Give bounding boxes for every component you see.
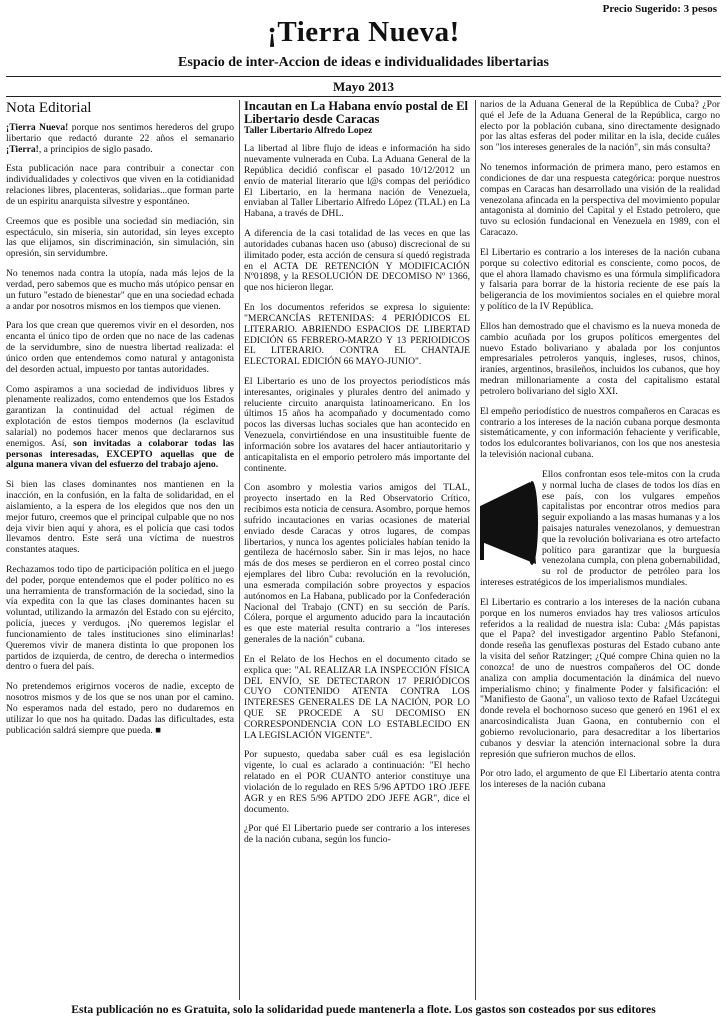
article-paragraph: Con asombro y molestia varios amigos del TLAL, proyecto insertado en la Red Observatorio Crítico, recibimos esta noticia de censura. Asombro, porque hemos sufrido incautaciones en varias ocasiones de material enviado desde Caracas y otros lugares, de compas libertarios, y nunca los agentes policiales habían tenido la gentileza de hacérnoslo saber. Sin ir mas lejos, no hace más de dos meses se perdieron en el correo postal cinco ejemplares del libro Cuba: revolución en la revolución, una esmerada compilación sobre proyectos y espacios autónomos en La Habana, publicado por la Confederación Nacional del Trabajo (CNT) en su sección de París. Cólera, porque el argumento aducido para la incautación es que este material resulta contrario a "los intereses generales de la nación" cubana. — [244, 482, 470, 646]
article-paragraph: Por supuesto, quedaba saber cuál es esa legislación vigente, lo cual es aclarado a continuación: "El hecho relatado en el POR CUANTO anterior constituye una violación de lo regulado en RES 5/96 APTDO 1RO JEFE AGR y en RES 5/96 APTDO 2DO JEFE AGR", dice el documento. — [244, 749, 470, 815]
header-rule-top — [6, 76, 721, 77]
article-author: Taller Libertario Alfredo Lopez — [244, 126, 373, 137]
article-paragraph: El empeño periodístico de nuestros compañeros en Caracas es contrario a los intereses de la nación cubana porque desmonta sistemáticamente, y con información fehaciente y verificable, todos los edulcorantes bolivarianos, con los que nos anestesia la televisión nacional cubana. — [480, 405, 720, 461]
article-paragraph: El Libertario es uno de los proyectos periodísticos más interesantes, originales y plurales dentro del animado y reluciente circuito anarquista latinoamericano. En los últimos 15 años ha acompañado y documentado como pocos las diversas luchas sociales que han acontecido en Venezuela, convirtiéndose en una insustituible fuente de información sobre los avatares del hacer antiautoritario y anticapitalista en el emporio petrolero más importante del continente. — [244, 375, 470, 474]
footer-note: Esta publicación no es Gratuita, solo la solidaridad puede mantenerla a flote. Los gastos son costeados por sus editores — [71, 1003, 656, 1016]
article-column-1 — [244, 100, 470, 1000]
editorial-paragraph: Si bien las clases dominantes nos mantienen en la inacción, en la confusión, en la falta de solidaridad, en el aislamiento, a la espera de los elegidos que nos den un mejor futuro, creemos que el principal culpable que no nos deja vivir bien aquí y ahora, es el policía que casi todos llevamos dentro. Este será una víctima de nuestros constantes ataques. — [6, 479, 234, 556]
end-mark: ■ — [155, 724, 161, 736]
editorial-text: Como aspiramos a una sociedad de individuos libres y plenamente realizados, como entendemos que los Estados garantizan la continuidad del actual régimen de explotación de estos tiempos modernos (la esclavitud salarial) no podemos hacer menos que declararnos sus enemigos. Así, — [6, 383, 234, 449]
article-paragraph: El Libertario es contrario a los intereses de la nación cubana porque su colectivo editorial es consciente, como pocos, de que el ahora llamado chavismo es una fórmula simplificadora y falsaria para borrar de la historia reciente de ese país la beligerancia de los movimientos sociales en el quiebre moral y político de la IV República. — [480, 246, 720, 313]
editorial-column — [6, 100, 234, 1000]
price-label: Precio Sugerido: 3 pesos — [602, 3, 717, 15]
article-paragraph: El Libertario es contrario a los intereses de la nación cubana porque en los numeros enviados hay tres valiosos artículos referidos a la realidad de nuestra isla: Cuba: ¿Más papistas que el Papa? del investigador argentino Pablo Stefanoni, donde reseña las genuflexas posturas del Estado cubano ante la visita del señor Ratzinger; ¿Qué compre China quien no la conozca! de uno de nuestros compañeros del OC donde analiza con amplia documentación la dinámica del nuevo imperialismo chino; y finalmente Poder y falsificación: el "Manifiesto de Gaona", un valioso texto de Rafael Uzcátegui donde revela el bochornoso suceso que generó en 1961 el ex anarcosindicalista Juan Gaona, en contubernio con el gobierno revolucionario, para desacreditar a los libertarios cubanos y desviar la atención internacional sobre la dura represión que sufrieron muchos de ellos. — [480, 596, 720, 760]
editorial-paper-name: ¡Tierra Nueva! — [6, 122, 69, 133]
column-divider-right — [475, 100, 476, 1000]
editorial-paragraph: No tenemos nada contra la utopía, nada más lejos de la verdad, pero sabemos que es mucho más utópico pensar en un futuro "estado de bienestar" que en una sociedad echada a andar por nosotros mismos en los tiempos que vienen. — [6, 268, 234, 312]
article-paragraph: La libertad al libre flujo de ideas e información ha sido nuevamente vulnerada en Cuba. La Aduana General de la República decidió confiscar el pasado 10/12/2012 un envío de material literario que l@s compas del periódico El Libertario, en la hermana nación de Venezuela, enviaban al Taller Libertario Alfredo López (TLAL) en La Habana, a través de DHL. — [244, 143, 470, 220]
editorial-paragraph: Creemos que es posible una sociedad sin mediación, sin espectáculo, sin miseria, sin autoridad, sin leyes excepto las que elijamos, sin discriminación, sin simulación, sin opresión, sin servidumbre. — [6, 215, 234, 260]
article-paragraph: ¿Por qué El Libertario puede ser contrario a los intereses de la nación cubana, según los funcio- — [244, 823, 470, 846]
editorial-text: porque nos sentimos herederos del grupo libertario que redactó durante 22 años el semanario — [6, 122, 234, 144]
editorial-old-paper-name: ¡Tierra! — [6, 143, 39, 155]
header-rule-bottom — [6, 96, 721, 97]
article-paragraph: A diferencia de la casi totalidad de las veces en que las autoridades cubanas hacen uso (abuso) discrecional de su ilimitado poder, esta acción de censura sí quedó registrada en el ACTA DE RETENCIÓN Y MODIFICACIÓN Nº01898, y la RESOLUCIÓN DE DECOMISO Nº 1366, que nos hicieron llegar. — [244, 228, 470, 294]
editorial-paragraph — [6, 682, 234, 736]
article-paragraph: Por otro lado, el argumento de que El Libertario atenta contra los intereses de la nación cubana — [480, 768, 720, 791]
issue-date: Mayo 2013 — [332, 79, 395, 94]
masthead-title: ¡Tierra Nueva! — [267, 16, 460, 48]
editorial-text: No pretendemos erigirnos voceros de nadie, excepto de nosotros mismos y de los que se nos unan por el camino. No esperamos nada del estado, pero no dudaremos en utilizar lo que nos ha quitado. Dadas las dificultades, esta publicación saldrá siempre que pueda. — [6, 681, 234, 736]
article-column-2 — [480, 100, 720, 1000]
article-paragraph: En el Relato de los Hechos en el documento citado se explica que: "AL REALIZAR LA INSPECCIÓN FÍSICA DEL ENVÍO, SE DETECTARON 17 PERIÓDICOS CUYO CONTENIDO ATENTA CONTRA LOS INTERESES GENERALES DE LA NACIÓN, POR LO QUE SE PROCEDE A SU DECOMISO EN CORRESPONDENCIA CON LO ESTABLECIDO EN LA LEGISLACIÓN VIGENTE". — [244, 653, 470, 741]
article-paragraph: No tenemos información de primera mano, pero estamos en condiciones de dar una respuesta categórica: porque nuestros compas en Caracas han desarrollado una visión de la realidad venezolana afincada en la perspectiva del movimiento popular antagonista al dominio del Capital y el Estado petrolero, que tuvo su eclosión fundacional en Venezuela en 1989, con el Caracazo. — [480, 162, 720, 239]
article-title: Incautan en La Habana envío postal de El Libertario desde Caracas — [244, 100, 469, 127]
masthead-subtitle: Espacio de inter-Accion de ideas e individualidades libertarias — [178, 55, 549, 70]
editorial-title: Nota Editorial — [6, 100, 92, 116]
megaphone-icon — [480, 476, 538, 570]
editorial-text: , a principios de siglo pasado. — [38, 143, 153, 155]
article-paragraph: Ellos han demostrado que el chavismo es la nueva moneda de cambio acuñada por los grupos políticos emergentes del nuevo Estado bolivariano y abalada por los conjuntos empresariales petroleros yanquis, ingleses, rusos, chinos, iraníes, argentinos, brasileños, incluidos los cubanos, que hoy medran millonariamente a costa del capitalismo estatal petrolero bolivariano del siglo XXI. — [480, 320, 720, 397]
article-paragraph: narios de la Aduana General de la República de Cuba? ¿Por qué el Jefe de la Aduana General de la República, cargo no electo por la población cubana, sino directamente designado por las altas esferas del poder militar en la isla, decide cuáles son "los intereses generales de la nación", sin más consulta? — [480, 100, 720, 154]
column-divider-left — [239, 100, 240, 1000]
editorial-paragraph — [6, 123, 234, 155]
editorial-paragraph: Esta publicación nace para contribuir a conectar con individualidades y colectivos que viven en la cotidianidad relaciones libres, placenteras, solidarias...que forman parte de un espiritu anarquista silvestre y espontáneo. — [6, 163, 234, 207]
editorial-paragraph: Para los que crean que queremos vivir en el desorden, nos encanta el único tipo de orden que no nace de las cadenas de la servidumbre, sino de nuestra libertad realizada: el único orden que entendemos como natural y antagonista del desorden actual, impuesto por tantas autoridades. — [6, 320, 234, 375]
article-paragraph: Ellos confrontan esos tele-mitos con la cruda y normal lucha de clases de todos los días en ese país, con los vulgares empeños capitalistas por encontrar otros medios para seguir expoliando a las masas humanas y a los paisajes naturales venezolanos, y demuestran que la revolución bolivariana es otro artefacto político para garantizar que la burguesía venezolana cumpla, con plena gobernabilidad, su rol de productor de petróleo para los intereses estratégicos de los imperialismos mundiales. — [480, 468, 720, 589]
article-paragraph: En los documentos referidos se expresa lo siguiente: "MERCANCÍAS RETENIDAS: 4 PERIÓDICOS EL LITERARIO. ABRIENDO ESPACIOS DE LIBERTAD EDICIÓN 65 FEBRERO-MARZO Y 13 PERIOIDICOS EL LITERARIO. CONTRA EL CHANTAJE ELECTORAL EDICIÓN 66 MAYO-JUNIO". — [244, 302, 470, 368]
editorial-paragraph — [6, 385, 234, 472]
editorial-invitation: son invitadas a colaborar todas las personas interesadas, EXCEPTO aquellas que de alguna manera vivan del esfuerzo del trabajo ajeno. — [6, 437, 234, 471]
editorial-paragraph: Rechazamos todo tipo de participación política en el juego del poder, porque entendemos que el poder político no es una herramienta de transformación de la sociedad, sino la vía expedita con la que las clases dominantes hacen su voluntad, utilizando la armazón del Estado con su ejército, policía, jueces y verdugos. ¡No queremos legislar el funcionamiento de tales instituciones sino eliminarlas! Queremos vivir de manera distinta lo que proponen los partidos de izquierda, de centro, de derecha o intermedios dentro o fuera del país. — [6, 563, 234, 673]
